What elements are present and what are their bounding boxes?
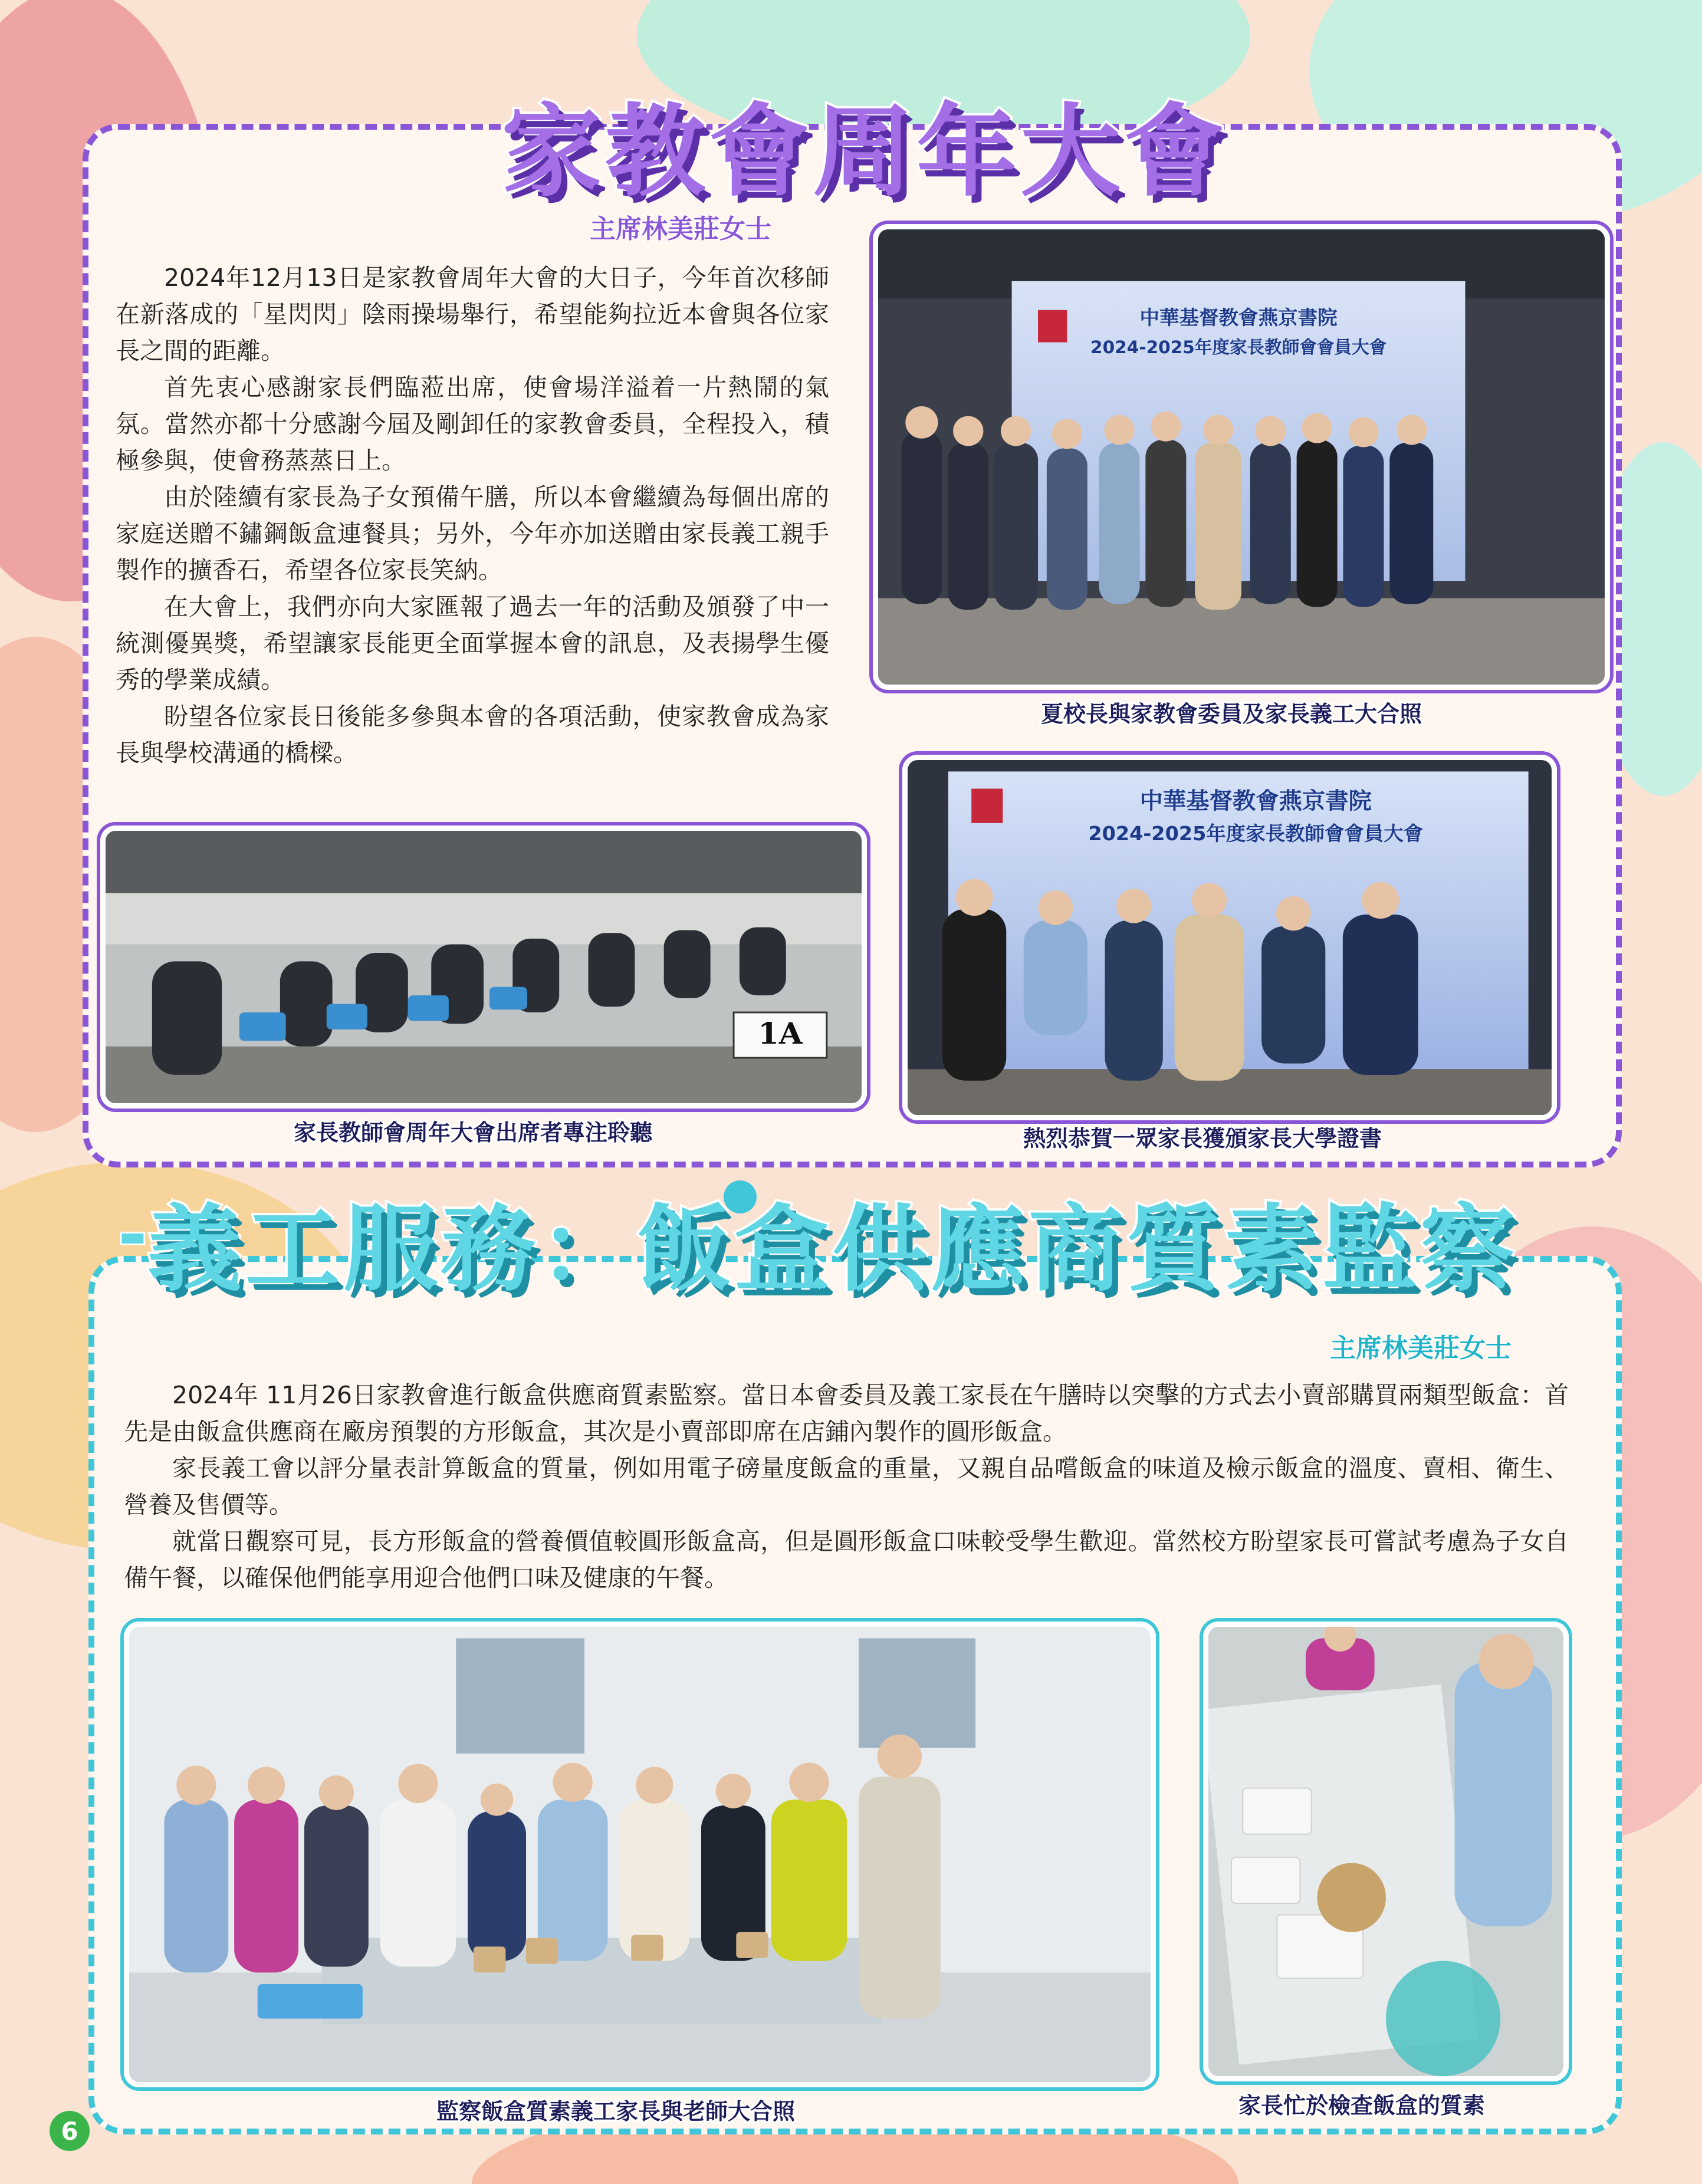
- volunteer-group-caption: 監察飯盒質素義工家長與老師大合照: [436, 2099, 796, 2124]
- agm-byline: 主席林美莊女士: [590, 214, 771, 244]
- agm-screen-title: 中華基督教會燕京書院: [1139, 306, 1338, 330]
- agm-group-photo: [873, 224, 1610, 690]
- volunteer-article: [124, 1377, 1569, 1596]
- agm-paragraph-4: 在大會上，我們亦向大家匯報了過去一年的活動及頒發了中一統測優異獎，希望讓家長能更全面掌握本會的訊息，及表揚學生優秀的學業成績。: [116, 593, 829, 694]
- class-sign-label: 1A: [758, 1015, 803, 1051]
- agm-audience-photo: [100, 825, 867, 1109]
- volunteer-byline: 主席林美莊女士: [1330, 1333, 1512, 1363]
- volunteer-paragraph-2: 家長義工會以評分量表計算飯盒的質量，例如用電子磅量度飯盒的重量，又親自品嚐飯盒的味道及檢示飯盒的溫度、賣相、衛生、營養及售價等。: [124, 1454, 1569, 1519]
- volunteer-inspect-caption: 家長忙於檢查飯盒的質素: [1238, 2093, 1486, 2119]
- agm-audience-caption: 家長教師會周年大會出席者專注聆聽: [294, 1120, 653, 1146]
- agm-paragraph-2: 首先衷心感謝家長們臨蒞出席，使會場洋溢着一片熱鬧的氣氛。當然亦都十分感謝今屆及剛卸任的家教會委員，全程投入，積極參與，使會務蒸蒸日上。: [116, 373, 829, 475]
- agm-paragraph-5: 盼望各位家長日後能多參與本會的各項活動，使家教會成為家長與學校溝通的橋樑。: [116, 702, 829, 767]
- volunteer-inspect-photo: [1203, 1621, 1569, 2081]
- volunteer-paragraph-1: 2024年 11月26日家教會進行飯盒供應商質素監察。當日本會委員及義工家長在午膳時以突擊的方式去小賣部購買兩類型飯盒：首先是由飯盒供應商在廠房預製的方形飯盒，其次是小賣部即席在店鋪內製作的圓形飯盒。: [124, 1381, 1569, 1446]
- agm-paragraph-3: 由於陸續有家長為子女預備午膳，所以本會繼續為每個出席的家庭送贈不鏽鋼飯盒連餐具；另外，今年亦加送贈由家長義工親手製作的擴香石，希望各位家長笑納。: [116, 483, 829, 584]
- agm-paragraph-1: 2024年12月13日是家教會周年大會的大日子，今年首次移師在新落成的「星閃閃」陰雨操場舉行，希望能夠拉近本會與各位家長之間的距離。: [116, 264, 829, 365]
- volunteer-section-title: 義工服務：飯盒供應商質素監察: [147, 1194, 1519, 1304]
- volunteer-group-photo: [124, 1621, 1156, 2087]
- certificate-screen-subtitle: 2024-2025年度家長教師會會員大會: [1088, 822, 1424, 845]
- agm-certificate-photo: [902, 755, 1557, 1120]
- page-number-badge: 6: [50, 2111, 90, 2151]
- agm-section-title: 家教會周年大會: [501, 94, 1228, 210]
- agm-certificate-caption: 熱烈恭賀一眾家長獲頒家長大學證書: [1023, 1126, 1382, 1152]
- agm-group-caption: 夏校長與家教會委員及家長義工大合照: [1041, 701, 1422, 727]
- volunteer-paragraph-3: 就當日觀察可見，長方形飯盒的營養價值較圓形飯盒高，但是圓形飯盒口味較受學生歡迎。當然校方盼望家長可嘗試考慮為子女自備午餐，以確保他們能享用迎合他們口味及健康的午餐。: [124, 1527, 1569, 1592]
- certificate-screen-title: 中華基督教會燕京書院: [1139, 788, 1372, 815]
- agm-article: [116, 259, 829, 771]
- agm-screen-subtitle: 2024-2025年度家長教師會會員大會: [1090, 337, 1387, 358]
- title-dash-decoration: -: [118, 1194, 147, 1276]
